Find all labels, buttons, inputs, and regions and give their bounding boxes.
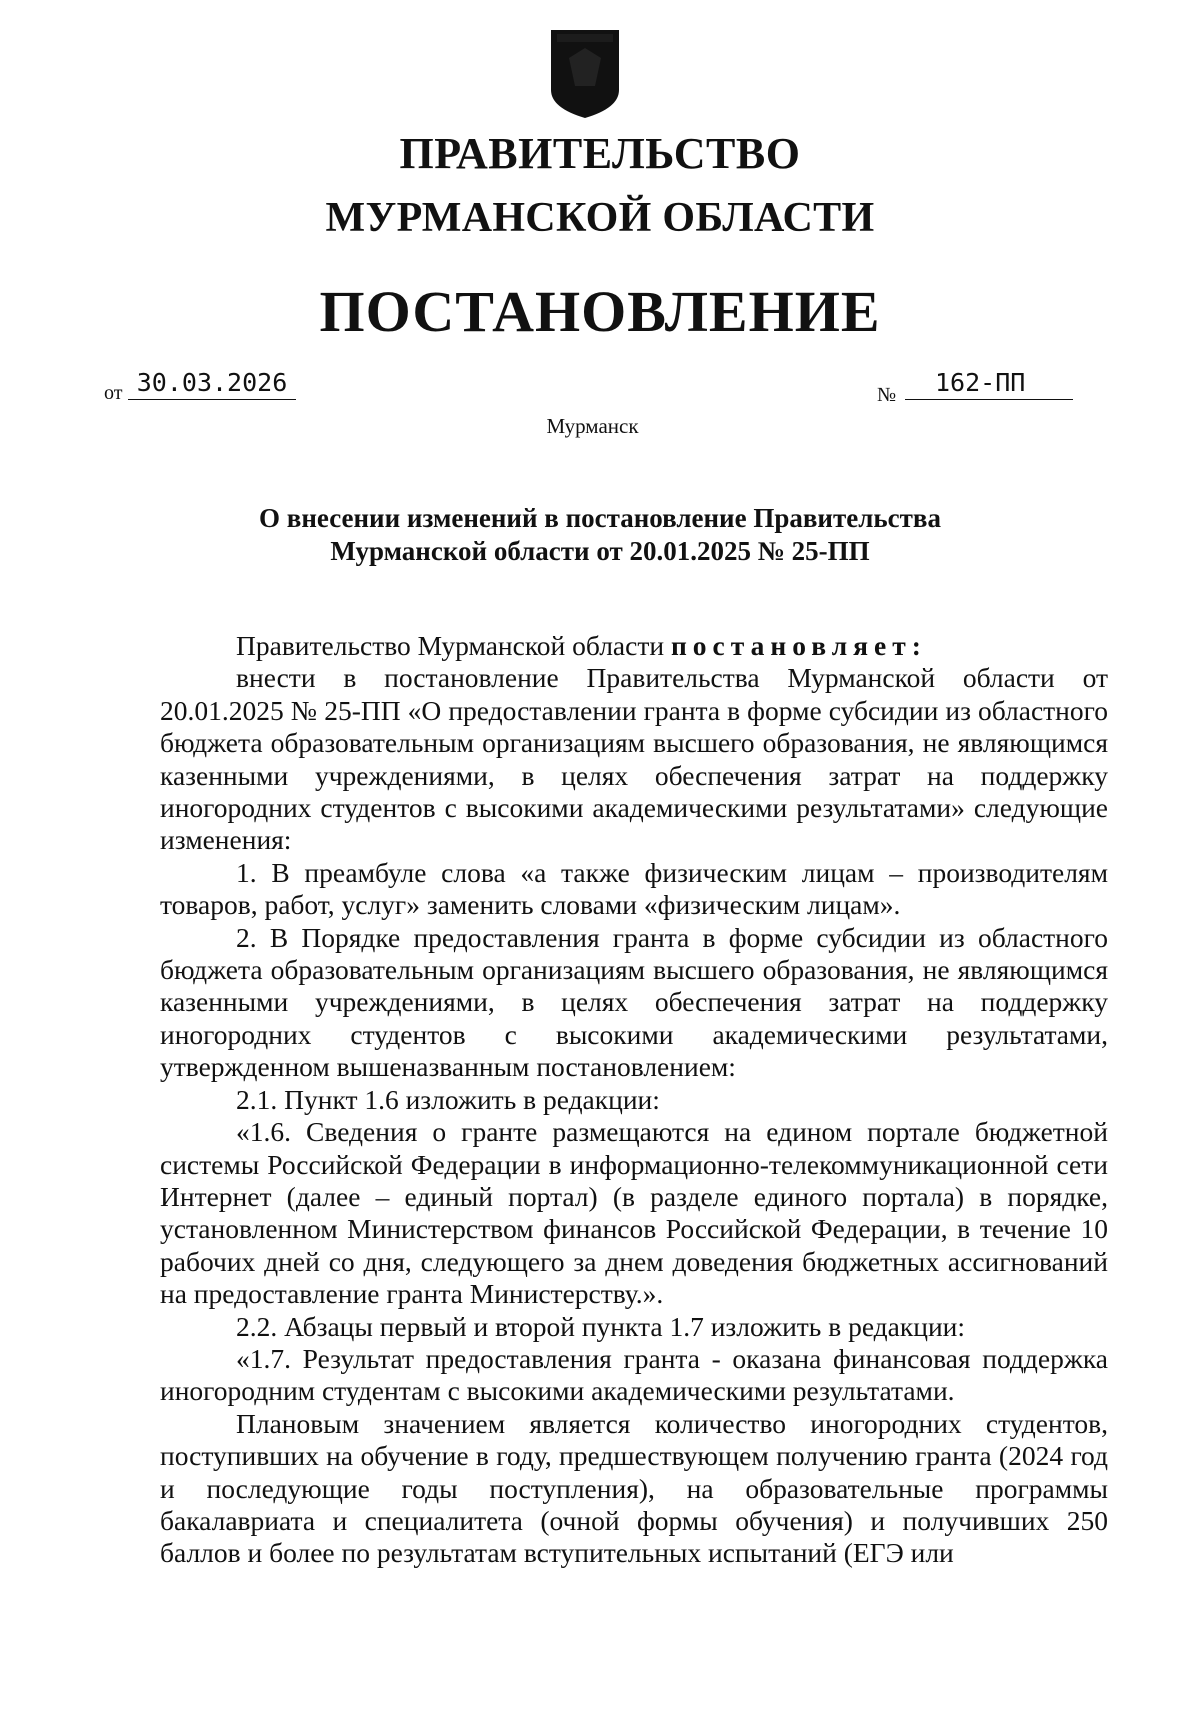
title-line2: Мурманской области от 20.01.2025 № 25-ПП xyxy=(330,536,870,566)
paragraph-item-1: 1. В преамбуле слова «а также физическим лицам – производителям товаров, работ, услуг» заменить словами «физическим лицам». xyxy=(160,856,1108,921)
paragraph-amend: внести в постановление Правительства Мурманской области от 20.01.2025 № 25-ПП «О предоставлении гранта в форме субсидии из областного бюджета образовательным организациям высшего образования, не являющимся казенными учреждениями, в целях обеспечения затрат на поддержку иногородних студентов с высокими академическими результатами» следующие изменения: xyxy=(160,662,1108,856)
paragraph-planned-value: Плановым значением является количество иногородних студентов, поступивших на обучение в году, предшествующем получению гранта (2024 год и последующие годы поступления), на образовательные программы бакалавриата и специалитета (очной формы обучения) и получивших 250 баллов и более по результатам вступительных испытаний (ЕГЭ или xyxy=(160,1407,1108,1569)
paragraph-clause-1-7: «1.7. Результат предоставления гранта - оказана финансовая поддержка иногородним студентам с высокими академическими результатами. xyxy=(160,1342,1108,1407)
paragraph-item-2-2: 2.2. Абзацы первый и второй пункта 1.7 изложить в редакции: xyxy=(236,1310,966,1342)
intro-lead: Правительство Мурманской области xyxy=(236,630,671,661)
document-number: 162-ПП xyxy=(905,368,1073,400)
coat-of-arms-emblem xyxy=(549,28,621,120)
intro-verb: постановляет: xyxy=(670,630,927,661)
city-name: Мурманск xyxy=(546,414,639,438)
date-prefix: от xyxy=(104,382,123,404)
intro-paragraph xyxy=(160,630,1108,662)
number-prefix: № xyxy=(877,384,897,406)
document-date: 30.03.2026 xyxy=(128,368,296,400)
paragraph-item-2: 2. В Порядке предоставления гранта в форме субсидии из областного бюджета образовательным организациям высшего образования, не являющимся казенными учреждениями, в целях обеспечения затрат на поддержку иногородних студентов с высокими академическими результатами, утвержденном вышеназванным постановлением: xyxy=(160,921,1108,1083)
org-name-line1: ПРАВИТЕЛЬСТВО xyxy=(399,129,801,178)
title-line1: О внесении изменений в постановление Правительства xyxy=(259,503,941,533)
org-name-line2: МУРМАНСКОЙ ОБЛАСТИ xyxy=(325,195,875,241)
document-body xyxy=(160,630,1108,1570)
paragraph-clause-1-6: «1.6. Сведения о гранте размещаются на едином портале бюджетной системы Российской Федерации в информационно-телекоммуникационной сети Интернет (далее – единый портал) (в разделе единого портала) в порядке, установленном Министерством финансов Российской Федерации, в течение 10 рабочих дней со дня, следующего за днем доведения бюджетных ассигнований на предоставление гранта Министерству.». xyxy=(160,1116,1108,1310)
document-title xyxy=(120,502,1080,568)
doc-type-heading: ПОСТАНОВЛЕНИЕ xyxy=(319,279,881,344)
paragraph-item-2-1: 2.1. Пункт 1.6 изложить в редакции: xyxy=(236,1083,660,1115)
